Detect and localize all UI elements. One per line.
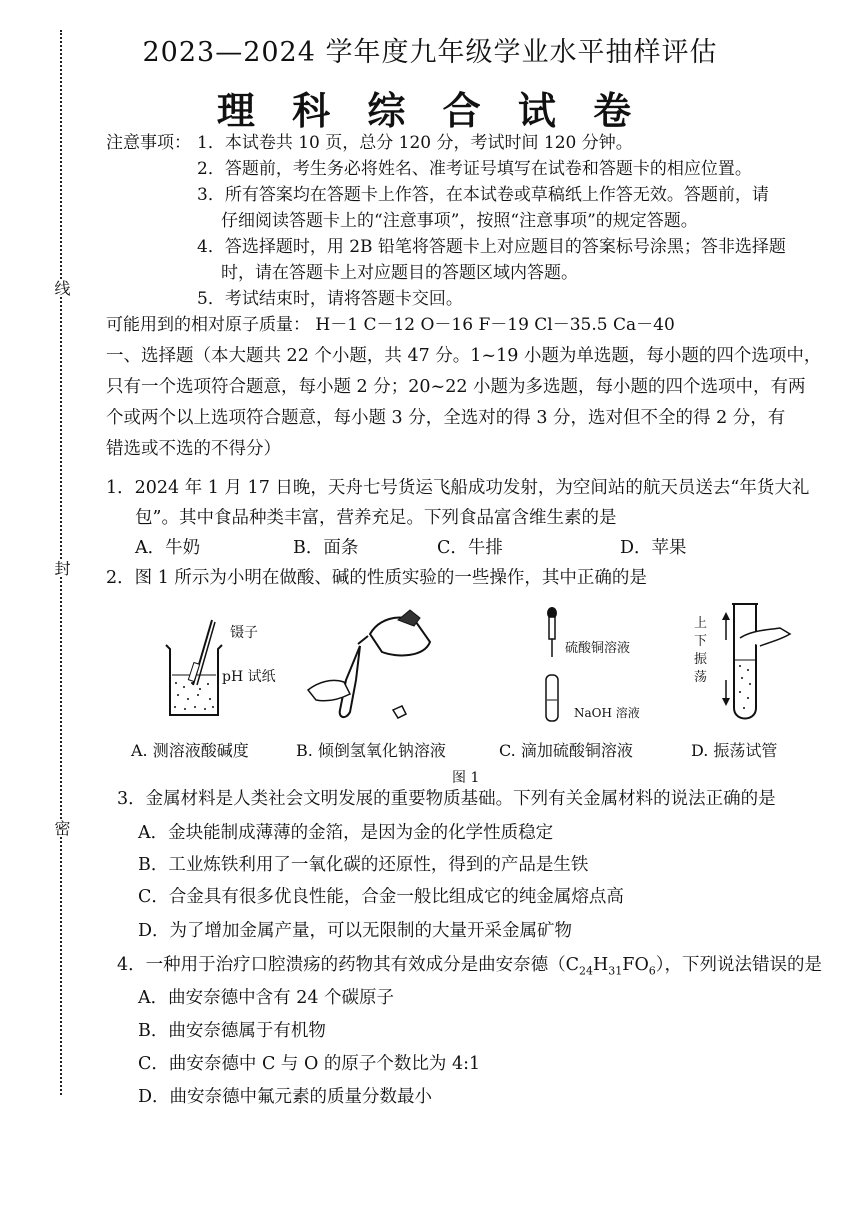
label-shake-1: 上 <box>694 616 708 631</box>
atomic-mass-line: 可能用到的相对原子质量： H－1 C－12 O－16 F－19 Cl－35.5 Ca－40 <box>106 315 675 335</box>
caption-d: D. 振荡试管 <box>691 741 778 760</box>
section1-line-1: 一、选择题（本大题共 22 个小题，共 47 分。1~19 小题为单选题，每小题的四个选项中， <box>106 346 822 366</box>
note-item-3-cont: 仔细阅读答题卡上的“注意事项”，按照“注意事项”的规定答题。 <box>221 211 698 231</box>
margin-label-xian: 线 <box>52 280 71 296</box>
caption-b: B. 倾倒氢氧化钠溶液 <box>296 741 446 760</box>
q4-stem-pre: 4．一种用于治疗口腔溃疡的药物其有效成分是曲安奈德（C <box>117 955 580 975</box>
section1-line-3: 个或两个以上选项符合题意，每小题 3 分，全选对的得 3 分，选对但不全的得 2 分，有 <box>106 408 786 428</box>
q4-stem-post: ），下列说法错误的是 <box>655 955 823 975</box>
q2-stem: 2．图 1 所示为小明在做酸、碱的性质实验的一些操作，其中正确的是 <box>106 568 647 588</box>
figure-a-beaker-illustration <box>160 615 230 725</box>
note-item-4-cont: 时，请在答题卡上对应题目的答题区域内答题。 <box>221 263 578 283</box>
note-item-5: 5．考试结束时，请将答题卡交回。 <box>197 289 463 309</box>
q4-formula-fo: FO <box>622 955 649 975</box>
q3-option-d: D．为了增加金属产量，可以无限制的大量开采金属矿物 <box>138 921 573 941</box>
label-tweezers: 镊子 <box>230 625 258 641</box>
q1-option-a: A．牛奶 <box>135 538 201 558</box>
exam-subject-title: 理 科 综 合 试 卷 <box>216 88 644 133</box>
label-naoh: NaOH 溶液 <box>574 706 640 720</box>
margin-label-mi: 密 <box>52 820 71 836</box>
notes-label: 注意事项： <box>106 133 191 153</box>
caption-c: C. 滴加硫酸铜溶液 <box>499 741 633 760</box>
label-shake-2: 下 <box>694 634 708 649</box>
q4-stem <box>117 955 822 982</box>
q3-stem: 3．金属材料是人类社会文明发展的重要物质基础。下列有关金属材料的说法正确的是 <box>117 789 776 809</box>
q4-option-c: C．曲安奈德中 C 与 O 的原子个数比为 4:1 <box>138 1054 481 1074</box>
q4-formula-sub-h: 31 <box>608 964 623 978</box>
q1-option-b: B．面条 <box>293 538 359 558</box>
q1-option-c: C．牛排 <box>437 538 503 558</box>
q4-option-a: A．曲安奈德中含有 24 个碳原子 <box>138 988 395 1008</box>
q1-stem-line-2: 包”。其中食品种类丰富，营养充足。下列食品富含维生素的是 <box>135 508 617 528</box>
q3-option-c: C．合金具有很多优良性能，合金一般比组成它的纯金属熔点高 <box>138 887 624 907</box>
caption-a: A. 测溶液酸碱度 <box>131 741 249 760</box>
note-item-2: 2．答题前，考生务必将姓名、准考证号填写在试卷和答题卡的相应位置。 <box>197 159 752 179</box>
q1-option-d: D．苹果 <box>620 538 687 558</box>
label-ph-paper: pH 试纸 <box>222 669 276 685</box>
q4-formula-h: H <box>593 955 609 975</box>
margin-label-feng: 封 <box>52 560 71 576</box>
label-shake-3: 振 <box>694 652 708 667</box>
figure-b-pouring-illustration <box>298 602 458 727</box>
note-item-1: 1．本试卷共 10 页，总分 120 分，考试时间 120 分钟。 <box>197 133 633 153</box>
q4-option-b: B．曲安奈德属于有机物 <box>138 1021 326 1041</box>
label-cuso4: 硫酸铜溶液 <box>565 641 631 656</box>
q4-option-d: D．曲安奈德中氟元素的质量分数最小 <box>138 1087 433 1107</box>
q4-formula-sub-c: 24 <box>579 964 594 978</box>
figure-number: 图 1 <box>452 770 480 786</box>
section1-line-2: 只有一个选项符合题意，每小题 2 分；20~22 小题为多选题，每小题的四个选项中，有两 <box>106 377 806 397</box>
q3-option-b: B．工业炼铁利用了一氧化碳的还原性，得到的产品是生铁 <box>138 855 589 875</box>
note-item-3: 3．所有答案均在答题卡上作答，在本试卷或草稿纸上作答无效。答题前，请 <box>197 185 769 205</box>
label-shake-4: 荡 <box>694 670 708 685</box>
section1-line-4: 错选或不选的不得分） <box>106 439 281 459</box>
q1-stem-line-1: 1．2024 年 1 月 17 日晚，天舟七号货运飞船成功发射，为空间站的航天员送去“年货大礼 <box>106 478 810 498</box>
exam-header-title: 2023—2024 学年度九年级学业水平抽样评估 <box>142 37 718 68</box>
q4-formula-sub-o: 6 <box>648 964 656 978</box>
q3-option-a: A．金块能制成薄薄的金箔，是因为金的化学性质稳定 <box>138 823 554 843</box>
note-item-4: 4．答选择题时，用 2B 铅笔将答题卡上对应题目的答案标号涂黑；答非选择题 <box>197 237 786 257</box>
